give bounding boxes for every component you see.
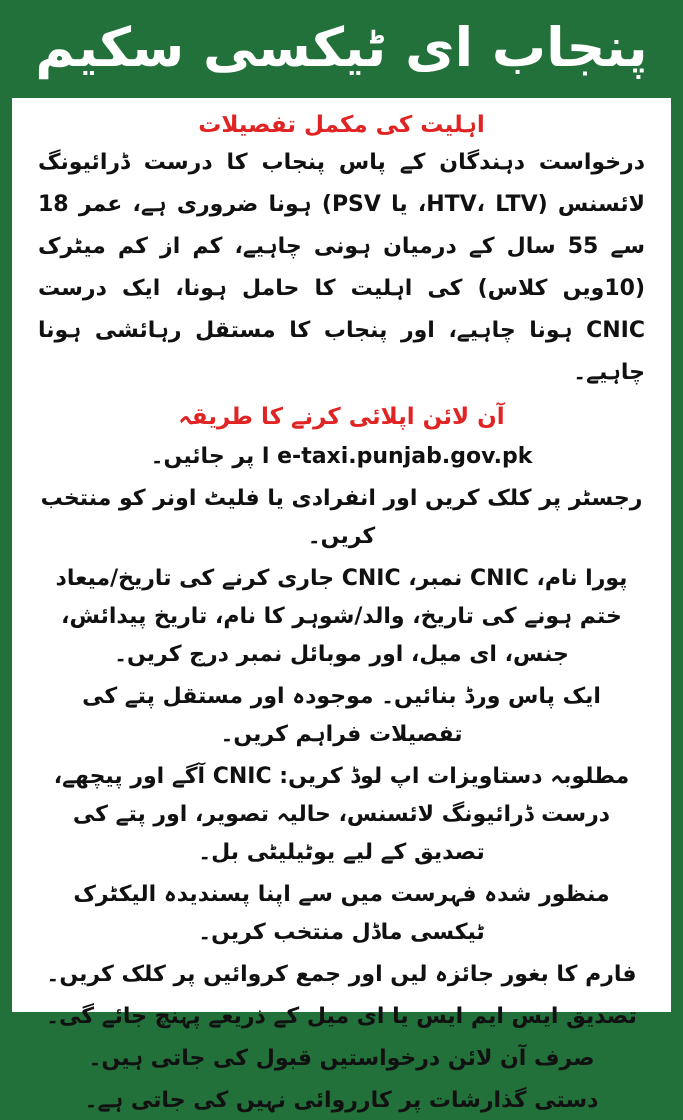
apply-step-5: مطلوبہ دستاویزات اپ لوڈ کریں: CNIC آگے اور پیچھے، درست ڈرائیونگ لائسنس، حالیہ تصویر، اور پتے کی تصدیق کے لیے یوٹیلیٹی بل۔ bbox=[53, 764, 630, 865]
apply-step-9: صرف آن لائن درخواستیں قبول کی جاتی ہیں۔ bbox=[88, 1046, 595, 1071]
apply-heading: آن لائن اپلائی کرنے کا طریقہ bbox=[178, 404, 505, 430]
apply-step-3: پورا نام، CNIC نمبر، CNIC جاری کرنے کی تاریخ/میعاد ختم ہونے کی تاریخ، والد/شوہر کا نام، تاریخ پیدائش، جنس، ای میل، اور موبائل نمبر درج کریں۔ bbox=[55, 566, 628, 667]
apply-step-10: دستی گذارشات پر کارروائی نہیں کی جاتی ہے۔ bbox=[84, 1088, 599, 1113]
apply-step-1: e-taxi.punjab.gov.pk ا پر جائیں۔ bbox=[150, 444, 533, 469]
eligibility-heading: اہلیت کی مکمل تفصیلات bbox=[198, 112, 485, 138]
content-panel bbox=[12, 98, 671, 1113]
apply-steps-list bbox=[38, 438, 645, 1120]
eligibility-text: درخواست دہندگان کے پاس پنجاب کا درست ڈرائیونگ لائسنس (HTV، LTV، یا PSV) ہونا ضروری ہے، عمر 18 سے 55 سال کے درمیان ہونی چاہیے، کم از کم میٹرک (10ویں کلاس) کی اہلیت کا حامل ہونا، ایک درست CNIC ہونا چاہیے، اور پنجاب کا مستقل رہائشی ہونا چاہیے۔ bbox=[38, 150, 646, 385]
apply-step-8: تصدیق ایس ایم ایس یا ای میل کے ذریعے پہنچ جائے گی۔ bbox=[46, 1004, 637, 1029]
apply-step-6: منظور شدہ فہرست میں سے اپنا پسندیدہ الیکٹرک ٹیکسی ماڈل منتخب کریں۔ bbox=[73, 882, 610, 945]
header-banner bbox=[0, 0, 683, 95]
apply-step-2: رجسٹر پر کلک کریں اور انفرادی یا فلیٹ اونر کو منتخب کریں۔ bbox=[40, 486, 643, 549]
page-title: پنجاب ای ٹیکسی سکیم bbox=[35, 16, 648, 79]
apply-step-4: ایک پاس ورڈ بنائیں۔ موجودہ اور مستقل پتے کی تفصیلات فراہم کریں۔ bbox=[82, 684, 601, 747]
apply-step-7: فارم کا بغور جائزہ لیں اور جمع کروائیں پر کلک کریں۔ bbox=[46, 962, 637, 987]
